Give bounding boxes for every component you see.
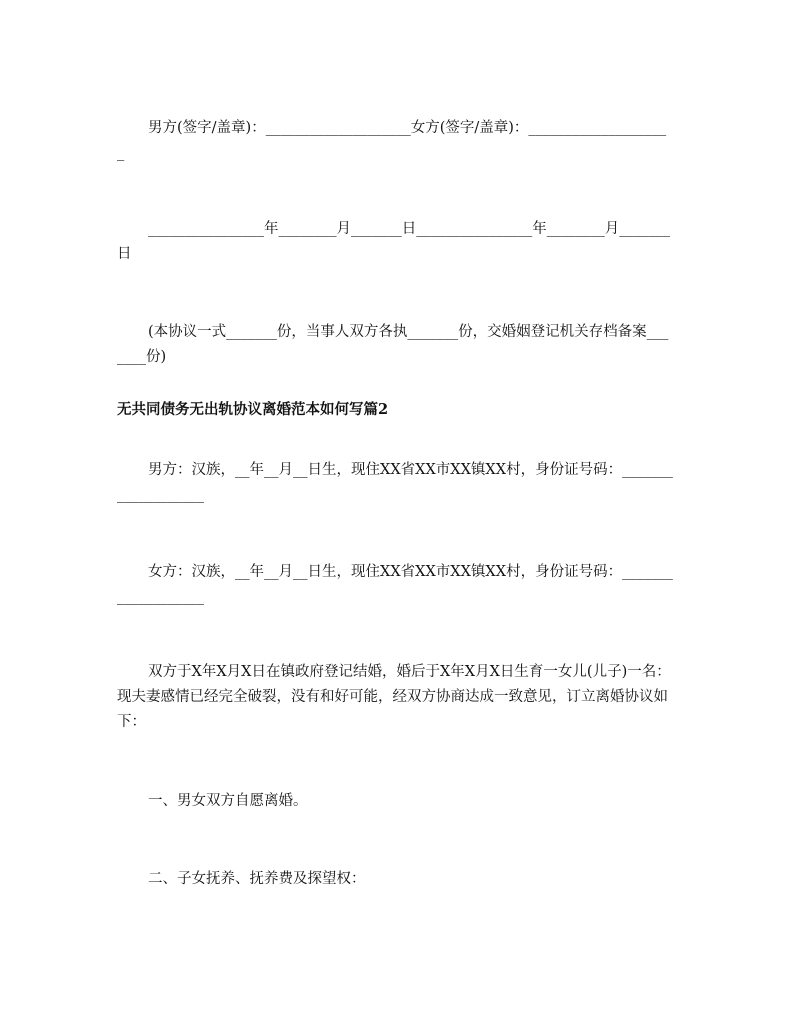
section-heading: 无共同债务无出轨协议离婚范本如何写篇2	[117, 401, 389, 418]
marriage-statement: 双方于X年X月X日在镇政府登记结婚，婚后于X年X月X日生育一女儿(儿子)一名：现夫妻感情已经完全破裂，没有和好可能，经双方协商达成一致意见，订立离婚协议如下：	[117, 664, 671, 730]
female-party-info: 女方：汉族，__年__月__日生，现住XX省XX市XX镇XX村，身份证号码：___________________	[117, 564, 673, 605]
clause-two: 二、子女抚养、抚养费及探望权：	[148, 871, 366, 887]
copies-note: (本协议一式_______份，当事人双方各执_______份，交婚姻登记机关存档备案_______份)	[117, 324, 669, 365]
male-party-info: 男方：汉族，__年__月__日生，现住XX省XX市XX镇XX村，身份证号码：___________________	[117, 462, 673, 503]
clause-one: 一、男女双方自愿离婚。	[148, 793, 308, 809]
signature-line: 男方(签字/盖章)：____________________女方(签字/盖章)：____________________	[117, 120, 667, 161]
date-line: ________________年________月_______日________________年________月_______日	[117, 221, 670, 262]
